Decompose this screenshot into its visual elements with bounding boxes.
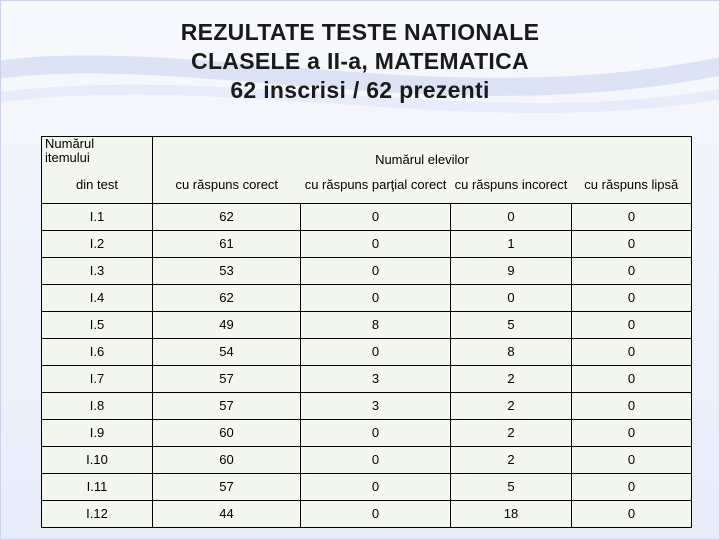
cell-lipsa: 0 [572, 312, 692, 339]
table-row [42, 204, 692, 231]
cell-corect: 49 [153, 312, 301, 339]
cell-item: I.3 [42, 258, 153, 285]
cell-partial: 0 [301, 231, 451, 258]
cell-lipsa: 0 [572, 393, 692, 420]
cell-lipsa: 0 [572, 366, 692, 393]
cell-corect: 57 [153, 474, 301, 501]
cell-item: I.7 [42, 366, 153, 393]
table-row [42, 393, 692, 420]
cell-lipsa: 0 [572, 285, 692, 312]
table-row [42, 366, 692, 393]
cell-incorect: 9 [451, 258, 572, 285]
table-body [42, 204, 692, 528]
cell-incorect: 2 [451, 420, 572, 447]
header-item-cell [42, 137, 153, 168]
cell-lipsa: 0 [572, 420, 692, 447]
cell-partial: 0 [301, 339, 451, 366]
table-row [42, 474, 692, 501]
table-row [42, 420, 692, 447]
table-row [42, 285, 692, 312]
header-group-cell [153, 137, 692, 168]
cell-partial: 3 [301, 366, 451, 393]
cell-partial: 0 [301, 501, 451, 528]
cell-partial: 0 [301, 420, 451, 447]
table-row [42, 501, 692, 528]
cell-lipsa: 0 [572, 474, 692, 501]
header-col-corect: cu răspuns corect [153, 167, 301, 204]
header-group-label: Numărul elevilor [375, 152, 469, 167]
title-line-2: CLASELE a II-a, MATEMATICA [191, 48, 529, 74]
cell-corect: 62 [153, 285, 301, 312]
cell-incorect: 2 [451, 447, 572, 474]
header-item-line1: Numărul [45, 136, 95, 151]
cell-partial: 0 [301, 204, 451, 231]
cell-item: I.9 [42, 420, 153, 447]
cell-incorect: 8 [451, 339, 572, 366]
cell-lipsa: 0 [572, 204, 692, 231]
cell-item: I.8 [42, 393, 153, 420]
cell-item: I.5 [42, 312, 153, 339]
cell-item: I.6 [42, 339, 153, 366]
table-row [42, 231, 692, 258]
table-row [42, 447, 692, 474]
cell-incorect: 18 [451, 501, 572, 528]
cell-corect: 60 [153, 447, 301, 474]
cell-lipsa: 0 [572, 501, 692, 528]
cell-incorect: 5 [451, 474, 572, 501]
header-col-incorect: cu răspuns incorect [451, 167, 572, 204]
header-item-sub: din test [42, 167, 153, 204]
table-row [42, 339, 692, 366]
cell-incorect: 0 [451, 204, 572, 231]
cell-corect: 62 [153, 204, 301, 231]
cell-item: I.11 [42, 474, 153, 501]
header-item-line2: itemului [45, 150, 90, 165]
slide-title [0, 18, 720, 105]
cell-partial: 0 [301, 474, 451, 501]
cell-corect: 44 [153, 501, 301, 528]
table-row [42, 258, 692, 285]
title-line-3: 62 inscrisi / 62 prezenti [230, 77, 490, 103]
table-header-row-bottom [42, 167, 692, 204]
cell-partial: 0 [301, 258, 451, 285]
header-col-partial: cu răspuns parţial corect [301, 167, 451, 204]
cell-item: I.1 [42, 204, 153, 231]
cell-incorect: 1 [451, 231, 572, 258]
cell-item: I.4 [42, 285, 153, 312]
cell-corect: 60 [153, 420, 301, 447]
cell-item: I.2 [42, 231, 153, 258]
cell-item: I.10 [42, 447, 153, 474]
table-header-row-top [42, 137, 692, 168]
cell-incorect: 5 [451, 312, 572, 339]
cell-corect: 61 [153, 231, 301, 258]
cell-partial: 0 [301, 285, 451, 312]
cell-incorect: 2 [451, 393, 572, 420]
cell-partial: 8 [301, 312, 451, 339]
cell-corect: 54 [153, 339, 301, 366]
cell-incorect: 2 [451, 366, 572, 393]
title-line-1: REZULTATE TESTE NATIONALE [180, 19, 540, 45]
results-table [41, 136, 692, 528]
header-col-lipsa: cu răspuns lipsă [572, 167, 692, 204]
cell-lipsa: 0 [572, 258, 692, 285]
cell-item: I.12 [42, 501, 153, 528]
cell-partial: 3 [301, 393, 451, 420]
cell-incorect: 0 [451, 285, 572, 312]
cell-corect: 53 [153, 258, 301, 285]
cell-lipsa: 0 [572, 339, 692, 366]
cell-lipsa: 0 [572, 231, 692, 258]
table-row [42, 312, 692, 339]
cell-lipsa: 0 [572, 447, 692, 474]
cell-corect: 57 [153, 366, 301, 393]
cell-corect: 57 [153, 393, 301, 420]
cell-partial: 0 [301, 447, 451, 474]
